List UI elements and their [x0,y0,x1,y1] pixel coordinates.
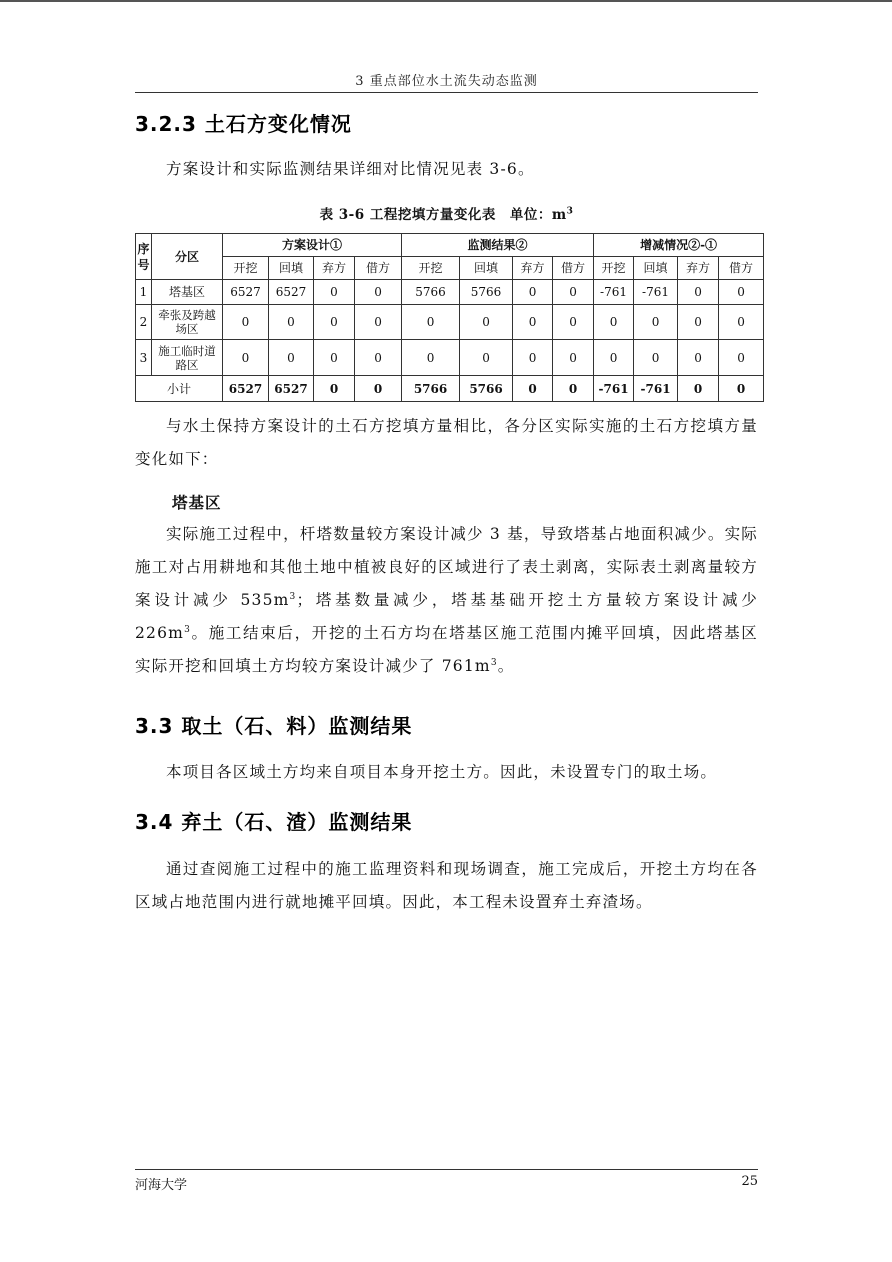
section-3-4-text: 通过查阅施工过程中的施工监理资料和现场调查，施工完成后，开挖土方均在各区域占地范围内进行就地摊平回填。因此，本工程未设置弃土弃渣场。 [135,860,758,911]
table-cell: -761 [634,376,678,402]
intro-paragraph: 方案设计和实际监测结果详细对比情况见表 3-6。 [166,160,535,178]
tower-text-2: ；塔基数量减少，塔基基础开挖土方量较方案设计减少 226m [135,591,758,642]
table-cell: 0 [460,305,513,340]
tower-sup-3: 3 [490,657,498,668]
row-area: 牵张及跨越场区 [152,305,223,340]
tower-text-4: 。 [497,657,515,675]
table-cell: 0 [314,280,355,305]
header-seq: 序号 [136,234,152,280]
table-cell: 0 [719,376,764,402]
header-sub-cell: 弃方 [513,257,553,280]
header-sub-cell: 借方 [719,257,764,280]
row-seq: 3 [136,340,152,376]
table-cell: 0 [678,305,719,340]
tower-text-1: 实际施工过程中，杆塔数量较方案设计减少 3 基，导致塔基占地面积减少。实际施工对占用耕地和其他土地中植被良好的区域进行了表土剥离，实际表土剥离量较方案设计减少 535m [135,525,758,609]
header-sub-cell: 弃方 [678,257,719,280]
table-cell: 6527 [269,280,314,305]
tower-sup-2: 3 [184,624,192,635]
page-number: 25 [741,1174,758,1189]
table-caption-sup: 3 [566,206,574,217]
table-cell: 0 [314,376,355,402]
table-cell: 0 [719,280,764,305]
table-cell: 0 [269,305,314,340]
table-cell: 6527 [223,376,269,402]
table-caption-text: 表 3-6 工程挖填方量变化表 单位：m [319,207,567,223]
section-heading-3-3: 3.3 取土（石、料）监测结果 [135,714,413,738]
table-cell: 0 [314,340,355,376]
table-cell: 0 [678,340,719,376]
table-cell: 0 [460,340,513,376]
header-sub-cell: 开挖 [402,257,460,280]
header-sub-cell: 借方 [355,257,402,280]
table-cell: 0 [402,305,460,340]
header-group-plan: 方案设计① [223,234,402,257]
header-sub-cell: 回填 [634,257,678,280]
header-sub-cell: 回填 [269,257,314,280]
earthwork-table [135,233,764,402]
running-header: 3 重点部位水土流失动态监测 [355,74,538,89]
row-seq: 2 [136,305,152,340]
table-cell: 0 [355,305,402,340]
table-cell: 0 [719,305,764,340]
table-cell: -761 [594,376,634,402]
table-cell: 0 [553,340,594,376]
table-cell: 5766 [460,280,513,305]
table-cell: 0 [513,280,553,305]
header-group-change: 增减情况②-① [594,234,764,257]
row-seq: 1 [136,280,152,305]
table-cell: -761 [594,280,634,305]
header-sub-cell: 开挖 [223,257,269,280]
section-3-3-text: 本项目各区域土方均来自项目本身开挖土方。因此，未设置专门的取土场。 [166,763,718,781]
table-cell: 0 [634,305,678,340]
table-cell: 5766 [402,280,460,305]
table-cell: 0 [269,340,314,376]
table-cell: 6527 [223,280,269,305]
table-cell: -761 [634,280,678,305]
tower-text-3: 。施工结束后，开挖的土石方均在塔基区施工范围内摊平回填，因此塔基区实际开挖和回填土方均较方案设计减少了 761m [135,624,758,675]
table-caption [135,203,758,223]
header-sub-cell: 弃方 [314,257,355,280]
tower-subheading: 塔基区 [172,494,222,512]
table-cell: 0 [513,305,553,340]
header-sub-cell: 开挖 [594,257,634,280]
table-cell: 0 [223,305,269,340]
table-cell: 0 [678,280,719,305]
table-cell: 0 [594,340,634,376]
section-heading-3-4: 3.4 弃土（石、渣）监测结果 [135,810,413,834]
table-row [136,305,764,340]
table-cell: 0 [553,305,594,340]
table-cell: 0 [719,340,764,376]
table-cell: 0 [355,280,402,305]
header-group-monitor: 监测结果② [402,234,594,257]
tower-paragraph [135,518,758,683]
footer-rule [135,1169,758,1170]
table-cell: 0 [553,376,594,402]
header-sub-cell: 借方 [553,257,594,280]
table-cell: 0 [678,376,719,402]
footer-organization: 河海大学 [135,1178,188,1193]
table-cell: 0 [513,376,553,402]
header-sub-cell: 回填 [460,257,513,280]
table-cell: 0 [355,340,402,376]
tower-sup-1: 3 [289,591,297,602]
table-cell: 5766 [460,376,513,402]
compare-paragraph: 与水土保持方案设计的土石方挖填方量相比，各分区实际实施的土石方挖填方量变化如下： [135,417,758,468]
table-cell: 0 [594,305,634,340]
page-top-border [0,0,892,2]
table-cell: 5766 [402,376,460,402]
section-heading-3-2-3: 3.2.3 土石方变化情况 [135,112,352,136]
table-cell: 0 [402,340,460,376]
table-row [136,280,764,305]
header-rule [135,92,758,93]
table-cell: 0 [634,340,678,376]
row-area: 施工临时道路区 [152,340,223,376]
table-cell: 0 [355,376,402,402]
table-cell: 0 [223,340,269,376]
table-row [136,340,764,376]
table-cell: 0 [314,305,355,340]
table-cell: 0 [513,340,553,376]
subtotal-label: 小计 [136,376,223,402]
table-cell: 0 [553,280,594,305]
header-area: 分区 [152,234,223,280]
table-row-subtotal [136,376,764,402]
row-area: 塔基区 [152,280,223,305]
table-cell: 6527 [269,376,314,402]
